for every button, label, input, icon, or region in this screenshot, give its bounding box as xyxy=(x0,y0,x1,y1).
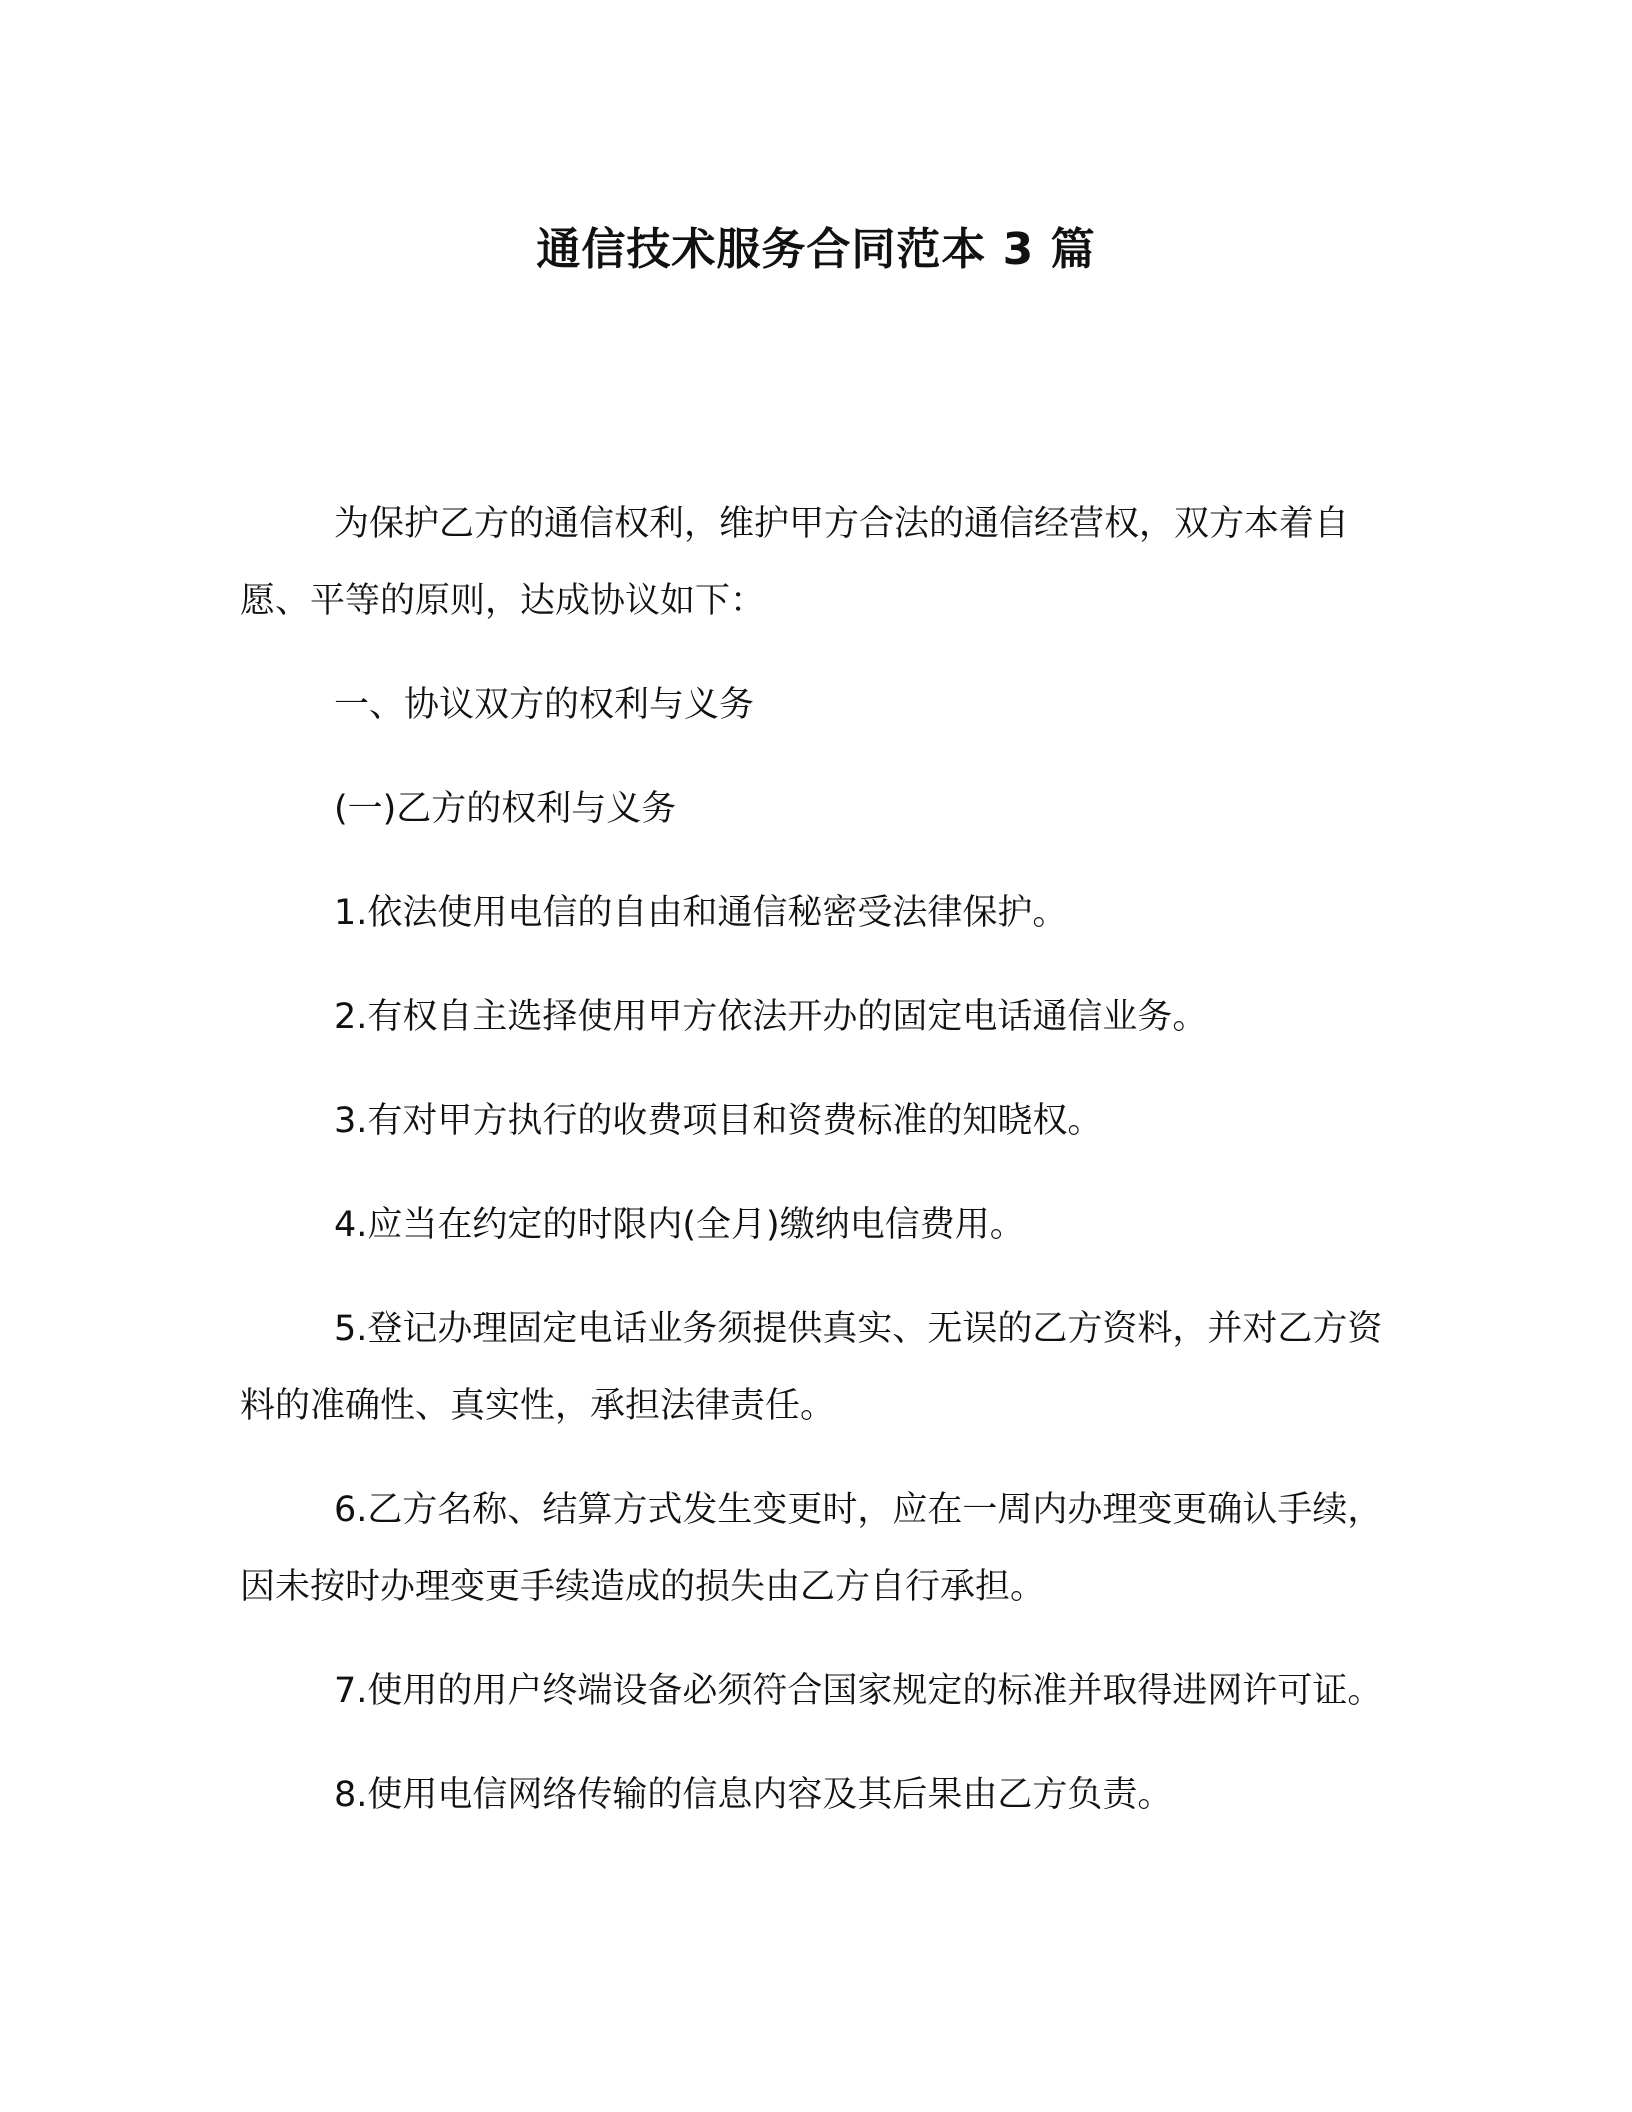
intro-paragraph: 为保护乙方的通信权利，维护甲方合法的通信经营权，双方本着自愿、平等的原则，达成协议如下： xyxy=(240,504,1350,621)
clause-5: 5.登记办理固定电话业务须提供真实、无误的乙方资料，并对乙方资料的准确性、真实性，承担法律责任。 xyxy=(240,1309,1383,1426)
clause-2: 2.有权自主选择使用甲方依法开办的固定电话通信业务。 xyxy=(334,997,1208,1037)
clause-3: 3.有对甲方执行的收费项目和资费标准的知晓权。 xyxy=(334,1101,1103,1141)
document-title: 通信技术服务合同范本 3 篇 xyxy=(536,224,1096,275)
clause-4: 4.应当在约定的时限内(全月)缴纳电信费用。 xyxy=(334,1205,1025,1245)
subsection-heading: (一)乙方的权利与义务 xyxy=(334,789,677,829)
clause-8: 8.使用电信网络传输的信息内容及其后果由乙方负责。 xyxy=(334,1775,1173,1815)
section-heading: 一、协议双方的权利与义务 xyxy=(334,685,755,725)
clause-1: 1.依法使用电信的自由和通信秘密受法律保护。 xyxy=(334,893,1068,933)
clause-7: 7.使用的用户终端设备必须符合国家规定的标准并取得进网许可证。 xyxy=(334,1671,1383,1711)
clause-6: 6.乙方名称、结算方式发生变更时，应在一周内办理变更确认手续，因未按时办理变更手续造成的损失由乙方自行承担。 xyxy=(240,1490,1383,1607)
document-body xyxy=(240,486,1390,1861)
